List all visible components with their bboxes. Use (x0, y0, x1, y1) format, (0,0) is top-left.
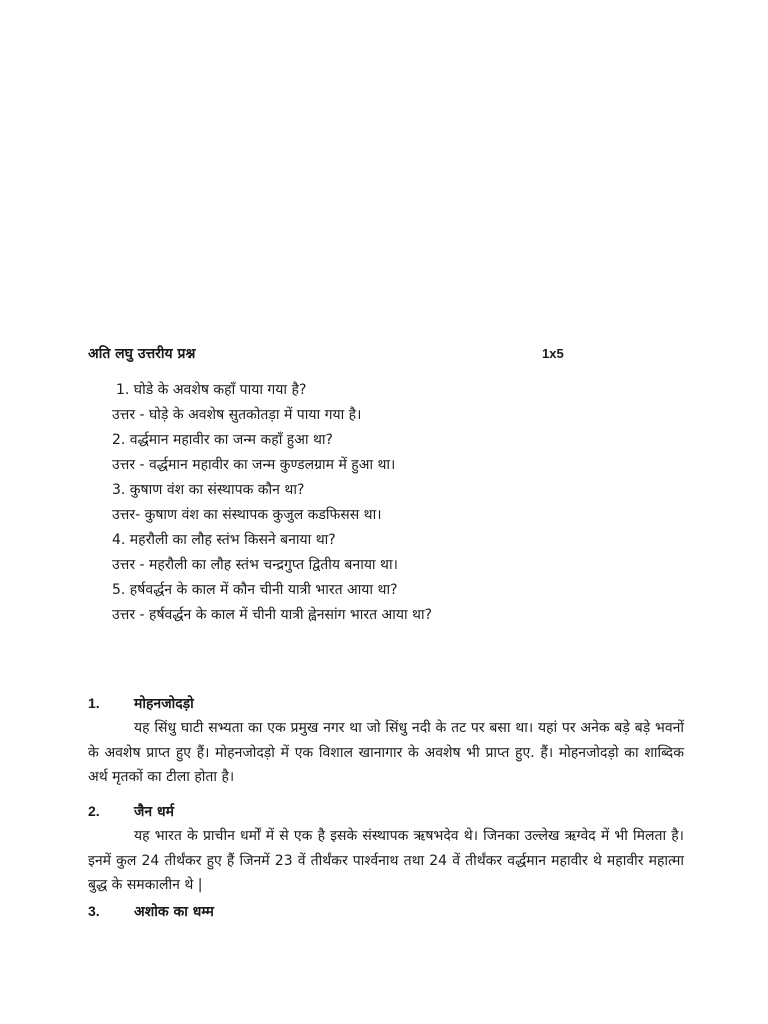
section-mohenjodaro (88, 690, 684, 790)
section-heading (88, 690, 684, 716)
section-heading-text: अशोक का धम्म (134, 904, 214, 920)
section-number: 1. (88, 695, 100, 711)
section-heading-text: जैन धर्म (134, 804, 175, 820)
section-number: 2. (88, 803, 100, 819)
question-2: 2. वर्द्धमान महावीर का जन्म कहाँ हुआ था? (112, 432, 333, 448)
marks-label: 1x5 (542, 346, 564, 361)
section-paragraph: यह सिंधु घाटी सभ्यता का एक प्रमुख नगर था जो सिंधु नदी के तट पर बसा था। यहां पर अनेक बड़े बड़े भवनों के अवशेष प्राप्त हुए हैं। मोहनजोदड़ो में एक विशाल खानागार के अवशेष भी प्राप्त हुए. हैं। मोहनजोदड़ो का शाब्दिक अर्थ मृतकों का टीला होता है। (88, 720, 684, 785)
question-answer-list (112, 378, 672, 628)
question-1: 1. घोडे के अवशेष कहाँ पाया गया है? (116, 382, 307, 398)
section-jain-dharma (88, 798, 684, 898)
section-paragraph: यह भारत के प्राचीन धर्मों में से एक है इसके संस्थापक ऋषभदेव थे। जिनका उल्लेख ऋग्वेद में भी मिलता है। इनमें कुल 24 तीर्थंकर हुए हैं जिनमें 23 वें तीर्थंकर पार्श्वनाथ तथा 24 वें तीर्थंकर वर्द्धमान महावीर थे महावीर महात्मा बुद्ध के समकालीन थे | (88, 828, 684, 893)
answer-1: उत्तर - घोड़े के अवशेष सुतकोतड़ा में पाया गया है। (112, 407, 362, 423)
section-heading (88, 898, 684, 924)
section-number: 3. (88, 903, 100, 919)
question-section-header (88, 344, 608, 368)
section-heading (88, 798, 684, 824)
answer-2: उत्तर - वर्द्धमान महावीर का जन्म कुण्डलग्राम में हुआ था। (112, 457, 396, 473)
question-4: 4. महरौली का लौह स्तंभ किसने बनाया था? (112, 532, 336, 548)
section-heading-text: मोहनजोदड़ो (134, 696, 194, 712)
answer-3: उत्तर- कुषाण वंश का संस्थापक कुजुल कडफिसस था। (112, 507, 382, 523)
answer-5: उत्तर - हर्षवर्द्धन के काल में चीनी यात्री ह्वेनसांग भारत आया था? (112, 607, 433, 623)
answer-4: उत्तर - महरौली का लौह स्तंभ चन्द्रगुप्त द्वितीय बनाया था। (112, 557, 398, 573)
section-ashoka-dhamma (88, 898, 684, 924)
question-3: 3. कुषाण वंश का संस्थापक कौन था? (112, 482, 305, 498)
section-title: अति लघु उत्तरीय प्रश्न (88, 346, 196, 362)
question-5: 5. हर्षवर्द्धन के काल में कौन चीनी यात्री भारत आया था? (112, 582, 398, 598)
